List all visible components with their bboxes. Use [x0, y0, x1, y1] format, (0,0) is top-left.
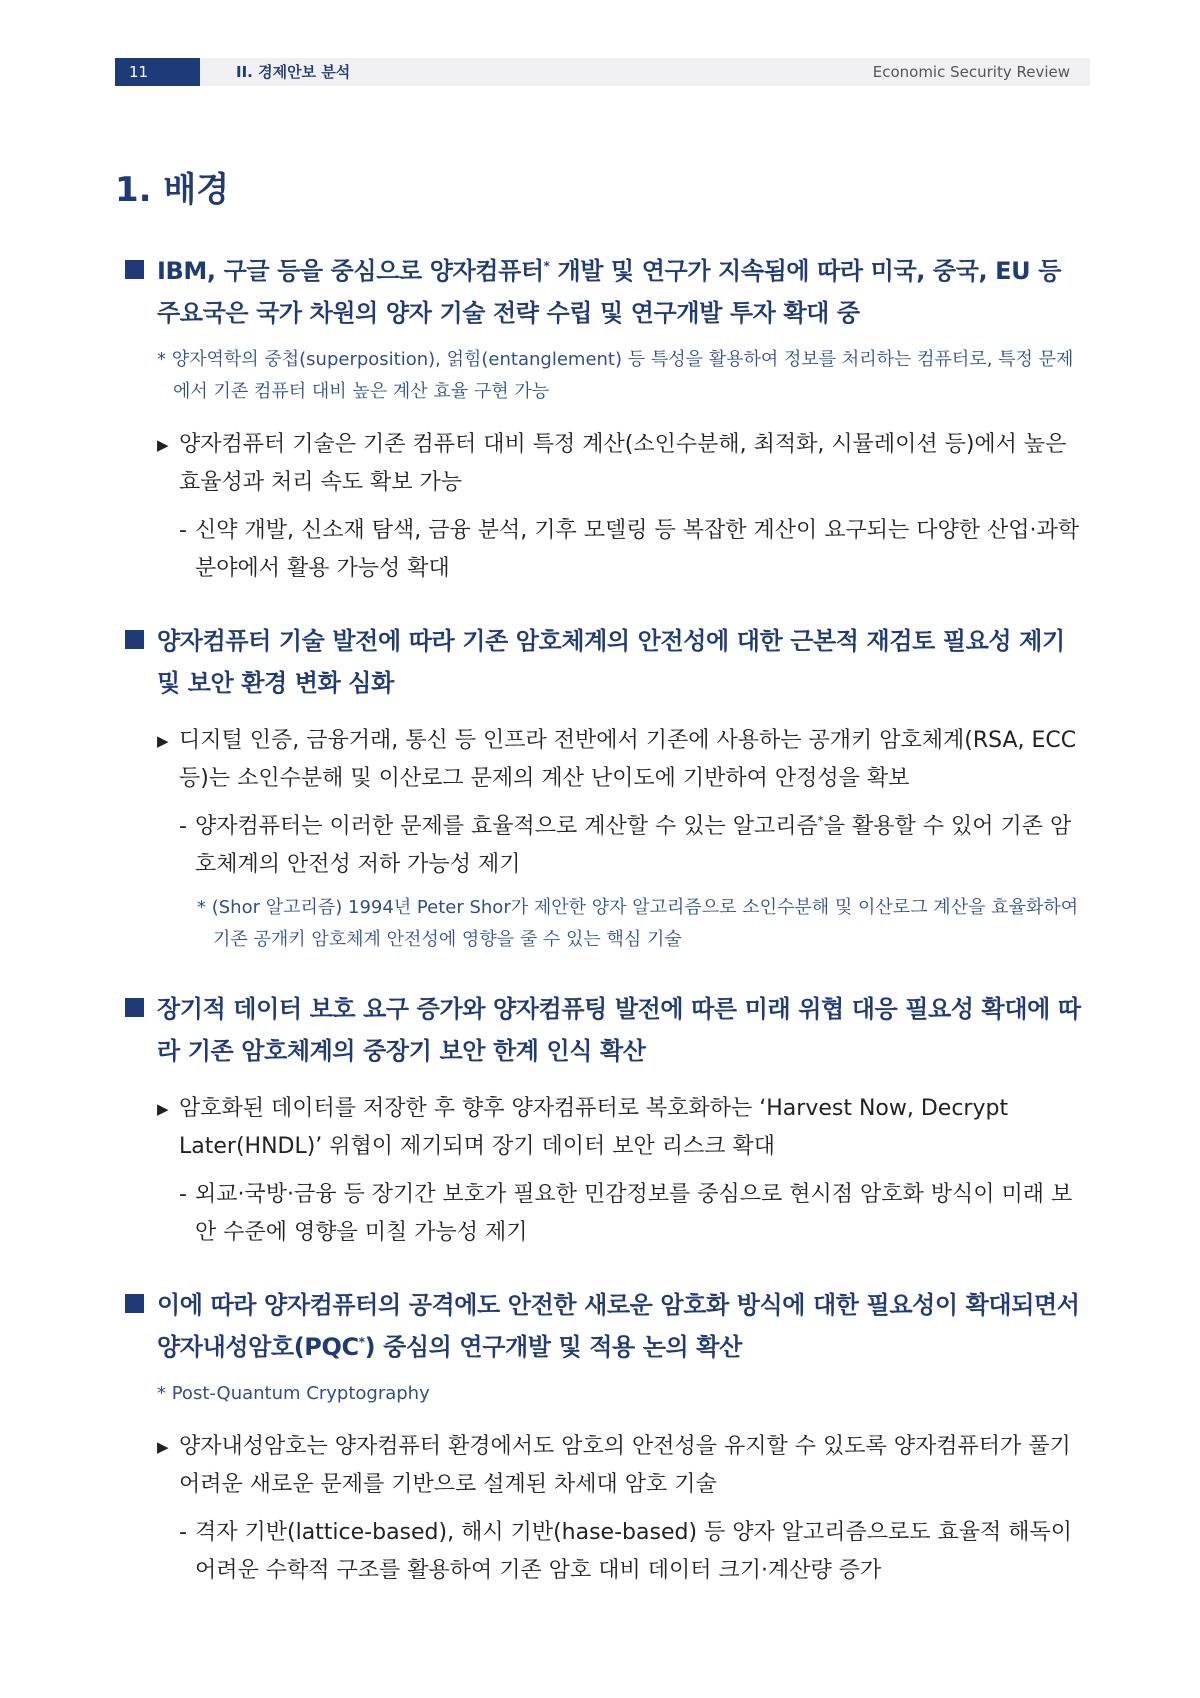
sub-item: - 외교·국방·금융 등 장기간 보호가 필요한 민감정보를 중심으로 현시점 암호화 방식이 미래 보안 수준에 영향을 미칠 가능성 제기 — [157, 1176, 1090, 1252]
dash-icon: - — [179, 1182, 187, 1207]
square-bullet-icon — [125, 260, 144, 279]
triangle-bullet-icon: ▶ — [157, 732, 169, 750]
triangle-bullet-icon: ▶ — [157, 436, 169, 454]
topic-4 — [125, 1284, 1090, 1590]
footnote-marker: * — [543, 259, 550, 273]
bullet-item: ▶ 양자컴퓨터 기술은 기존 컴퓨터 대비 특정 계산(소인수분해, 최적화, 시뮬레이션 등)에서 높은 효율성과 처리 속도 확보 가능 — [157, 426, 1090, 502]
square-bullet-icon — [125, 1294, 144, 1313]
bullet-item: ▶ 디지털 인증, 금융거래, 통신 등 인프라 전반에서 기존에 사용하는 공개키 암호체계(RSA, ECC 등)는 소인수분해 및 이산로그 문제의 계산 난이도에 기반하여 안정성을 확보 — [157, 722, 1090, 798]
running-header — [115, 58, 1090, 86]
triangle-bullet-icon: ▶ — [157, 1438, 169, 1456]
section-heading: 1. 배경 — [115, 170, 230, 210]
sub-item: - 격자 기반(lattice-based), 해시 기반(hase-based) 등 양자 알고리즘으로도 효율적 해독이 어려운 수학적 구조를 활용하여 기존 암호 대비 데이터 크기·계산량 증가 — [157, 1514, 1090, 1590]
square-bullet-icon — [125, 998, 144, 1017]
footnote: * Post-Quantum Cryptography — [157, 1383, 430, 1404]
sub-item: - 양자컴퓨터는 이러한 문제를 효율적으로 계산할 수 있는 알고리즘*을 활용할 수 있어 기존 암호체계의 안전성 저하 가능성 제기 — [157, 808, 1090, 884]
topic-title: 양자컴퓨터 기술 발전에 따라 기존 암호체계의 안전성에 대한 근본적 재검토 필요성 제기 및 보안 환경 변화 심화 — [157, 627, 1065, 697]
publication-name: Economic Security Review — [872, 63, 1070, 81]
dash-icon: - — [179, 814, 187, 839]
square-bullet-icon — [125, 630, 144, 649]
dash-icon: - — [179, 1520, 187, 1545]
topic-title: IBM, 구글 등을 중심으로 양자컴퓨터* 개발 및 연구가 지속됨에 따라 미국, 중국, EU 등 주요국은 국가 차원의 양자 기술 전략 수립 및 연구개발 투자 확대 중 — [157, 257, 1061, 327]
topic-1 — [125, 250, 1090, 588]
topic-3 — [125, 988, 1090, 1252]
bullet-item: ▶ 양자내성암호는 양자컴퓨터 환경에서도 암호의 안전성을 유지할 수 있도록 양자컴퓨터가 풀기 어려운 새로운 문제를 기반으로 설계된 차세대 암호 기술 — [157, 1428, 1090, 1504]
footnote: * (Shor 알고리즘) 1994년 Peter Shor가 제안한 양자 알고리즘으로 소인수분해 및 이산로그 계산을 효율화하여 기존 공개키 암호체계 안전성에 영향을 줄 수 있는 핵심 기술 — [197, 897, 1079, 950]
section-label: II. 경제안보 분석 — [236, 63, 351, 81]
topic-title: 장기적 데이터 보호 요구 증가와 양자컴퓨팅 발전에 따른 미래 위협 대응 필요성 확대에 따라 기존 암호체계의 중장기 보안 한계 인식 확산 — [157, 995, 1081, 1065]
topic-2 — [125, 620, 1090, 956]
footnote: * 양자역학의 중첩(superposition), 얽힘(entanglement) 등 특성을 활용하여 정보를 처리하는 컴퓨터로, 특정 문제에서 기존 컴퓨터 대비 높은 계산 효율 구현 가능 — [157, 349, 1074, 402]
dash-icon: - — [179, 518, 187, 543]
bullet-item: ▶ 암호화된 데이터를 저장한 후 향후 양자컴퓨터로 복호화하는 ‘Harvest Now, Decrypt Later(HNDL)’ 위협이 제기되며 장기 데이터 보안 리스크 확대 — [157, 1090, 1090, 1166]
topic-title: 이에 따라 양자컴퓨터의 공격에도 안전한 새로운 암호화 방식에 대한 필요성이 확대되면서 양자내성암호(PQC*) 중심의 연구개발 및 적용 논의 확산 — [157, 1291, 1080, 1361]
page-number: 11 — [115, 58, 200, 86]
sub-item: - 신약 개발, 신소재 탐색, 금융 분석, 기후 모델링 등 복잡한 계산이 요구되는 다양한 산업·과학 분야에서 활용 가능성 확대 — [157, 512, 1090, 588]
document-body — [125, 250, 1090, 1590]
footnote-marker: * — [817, 813, 824, 828]
footnote-marker: * — [358, 1335, 365, 1349]
triangle-bullet-icon: ▶ — [157, 1100, 169, 1118]
